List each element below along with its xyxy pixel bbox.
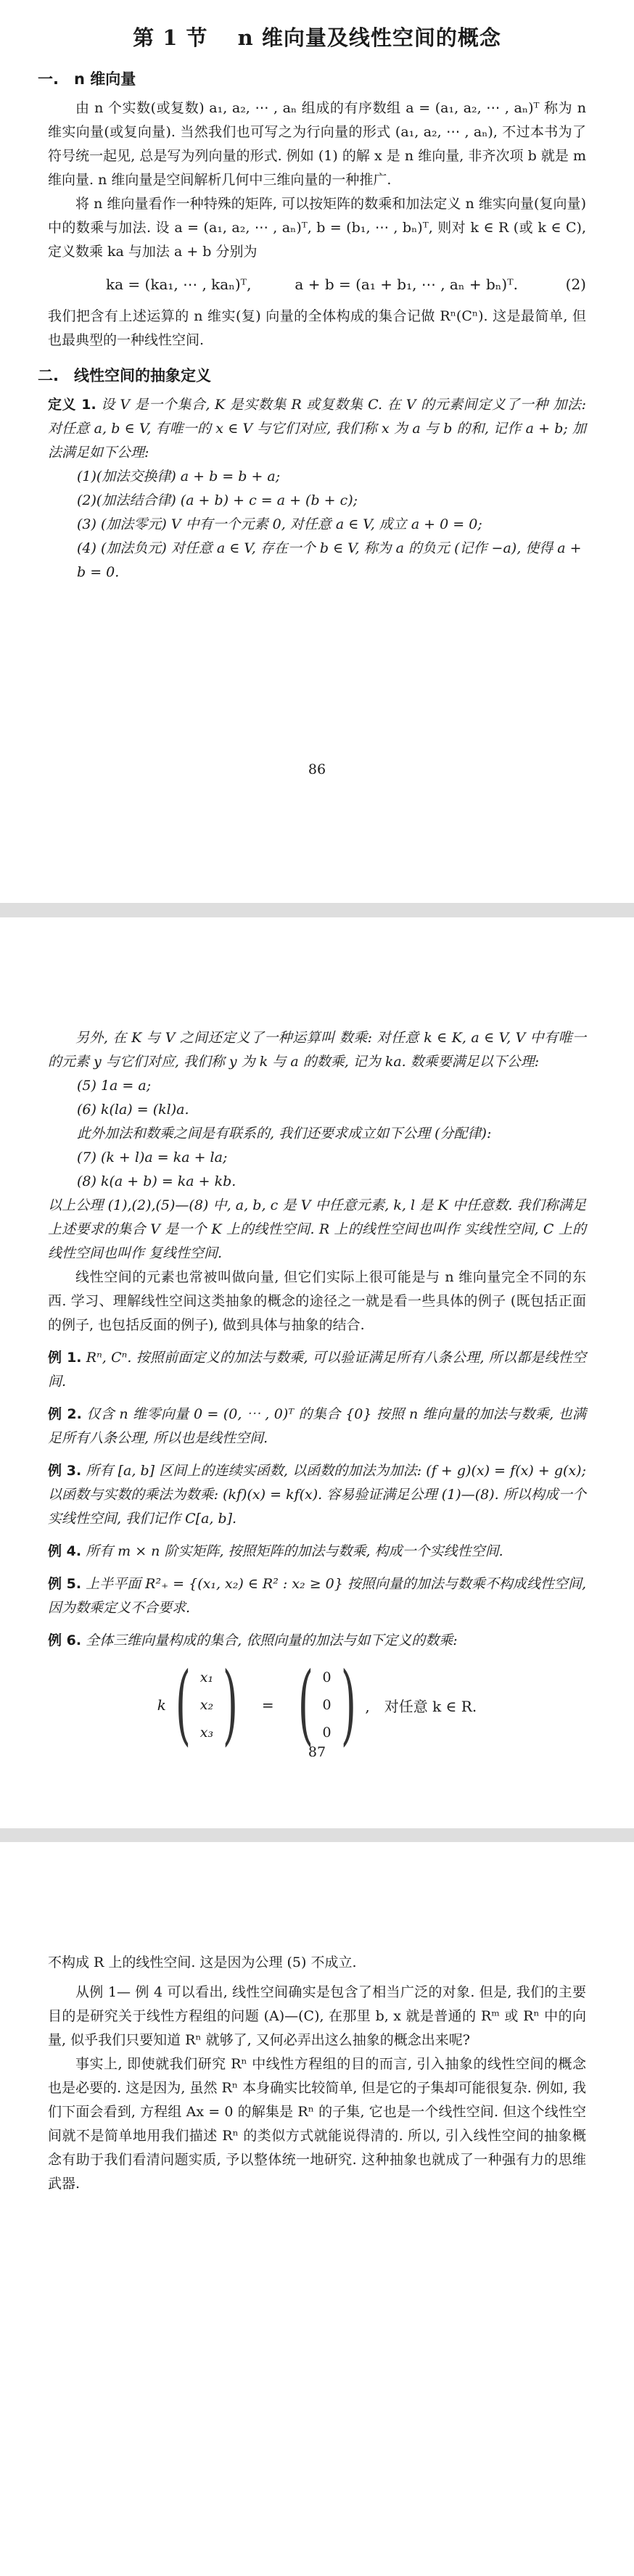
definition-text: 设 V 是一个集合, K 是实数集 R 或复数集 C. 在 V 的元素间定义了一种 加法: 对任意 a, b ∈ V, 有唯一的 x ∈ V 与它们对应, 我们称 x 为 a 与 b 的和, 记作 a + b; 加法满足如下公理: — [48, 397, 586, 461]
example-4 — [48, 1540, 586, 1564]
scalar-k: k — [157, 1696, 166, 1714]
axiom-7: (7) (k + l)a = ka + la; — [77, 1149, 228, 1165]
page-88 — [0, 1842, 634, 2576]
equals-sign: = — [261, 1696, 274, 1714]
heading-abstract-definition: 二. 线性空间的抽象定义 — [38, 367, 211, 384]
example-text: 所有 [a, b] 区间上的连续实函数, 以函数的加法为加法: (f + g)(x) = f(x) + g(x); 以函数与实数的乘法为数乘: (kf)(x) = kf(x). 容易验证满足公理 (1)—(8). 所以构成一个实线性空间, 我们记作 C[a, b]. — [48, 1463, 586, 1527]
example-label: 例 6. — [48, 1632, 82, 1648]
section-title: 第 1 节 n 维向量及线性空间的概念 — [133, 25, 501, 50]
axiom-5: (5) 1a = a; — [77, 1078, 152, 1094]
paragraph: 事实上, 即使就我们研究 Rⁿ 中线性方程组的目的而言, 引入抽象的线性空间的概念也是必要的. 这是因为, 虽然 Rⁿ 本身确实比较简单, 但是它的子集却可能很复杂. 例如, 我们下面会看到, 方程组 Ax = 0 的解集是 Rⁿ 的子集, 它也是一个线性空间. 但这个线性空间就不是简单地用我们描述 Rⁿ 的类似方式就能说得清的. 所以, 引入线性空间的抽象概念有助于我们看清问题实质, 予以整体统一地研究. 这种抽象也就成了一种强有力的思维武器. — [48, 2056, 586, 2192]
example-5 — [48, 1572, 586, 1620]
page-86 — [0, 0, 634, 903]
example-text: 上半平面 R²₊ = {(x₁, x₂) ∈ R² : x₂ ≥ 0} 按照向量的加法与数乘不构成线性空间, 因为数乘定义不合要求. — [48, 1576, 586, 1616]
vector-entry: 0 — [322, 1725, 332, 1741]
distributive-intro: 此外加法和数乘之间是有联系的, 我们还要求成立如下公理 (分配律): — [77, 1126, 492, 1142]
example-label: 例 5. — [48, 1576, 82, 1592]
right-paren: ) — [340, 1654, 356, 1755]
example-3 — [48, 1459, 586, 1531]
left-paren: ( — [297, 1654, 313, 1755]
example-label: 例 4. — [48, 1543, 82, 1559]
axiom-6: (6) k(la) = (kl)a. — [77, 1102, 189, 1118]
definition-1 — [48, 393, 586, 465]
example-label: 例 1. — [48, 1350, 82, 1366]
vector-entry: x₃ — [199, 1725, 214, 1741]
paragraph: 将 n 维向量看作一种特殊的矩阵, 可以按矩阵的数乘和加法定义 n 维实向量(复向量) 中的数乘与加法. 设 a = (a₁, a₂, ⋯ , aₙ)ᵀ, b = (b₁, ⋯ , bₙ)ᵀ, 则对 k ∈ R (或 k ∈ C), 定义数乘 ka 与加法 a + b 分别为 — [48, 196, 586, 260]
axiom-1: (1)(加法交换律) a + b = b + a; — [77, 468, 281, 484]
zero-vector — [323, 1664, 332, 1746]
page-number: 87 — [308, 1744, 326, 1760]
vector-entry: x₂ — [199, 1697, 214, 1713]
vector-entry: 0 — [322, 1697, 332, 1713]
vector-entry: 0 — [322, 1669, 332, 1685]
example-label: 例 3. — [48, 1463, 82, 1479]
example-label: 例 2. — [48, 1406, 82, 1422]
definition-label: 定义 1. — [48, 397, 96, 413]
page-87 — [0, 917, 634, 1828]
left-paren: ( — [175, 1654, 191, 1755]
linear-space-definition: 以上公理 (1),(2),(5)—(8) 中, a, b, c 是 V 中任意元素, k, l 是 K 中任意数. 我们称满足上述要求的集合 V 是一个 K 上的线性空间. R 上的线性空间也叫作 实线性空间, C 上的线性空间也叫作 复线性空间. — [48, 1197, 586, 1261]
example-2 — [48, 1403, 586, 1450]
axiom-4: (4) (加法负元) 对任意 a ∈ V, 存在一个 b ∈ V, 称为 a 的负元 (记作 −a), 使得 a + b = 0. — [77, 540, 582, 580]
example-1 — [48, 1346, 586, 1394]
right-paren: ) — [222, 1654, 239, 1755]
paragraph: 从例 1— 例 4 可以看出, 线性空间确实是包含了相当广泛的对象. 但是, 我们的主要目的是研究关于线性方程组的问题 (A)—(C), 在那里 b, x 就是普通的 Rᵐ 或 Rⁿ 中的向量, 似乎我们只要知道 Rⁿ 就够了, 又何必弄出这么抽象的概念出来呢? — [48, 1984, 586, 2048]
example-text: 仅含 n 维零向量 0 = (0, ⋯ , 0)ᵀ 的集合 {0} 按照 n 维向量的加法与数乘, 也满足所有八条公理, 所以也是线性空间. — [48, 1406, 586, 1446]
equation-body: ka = (ka₁, ⋯ , kaₙ)ᵀ, a + b = (a₁ + b₁, ⋯ , aₙ + bₙ)ᵀ. — [106, 276, 518, 293]
vector-x — [200, 1664, 213, 1746]
example-text: 全体三维向量构成的集合, 依照向量的加法与如下定义的数乘: — [86, 1632, 458, 1648]
example-text: Rⁿ, Cⁿ. 按照前面定义的加法与数乘, 可以验证满足所有八条公理, 所以都是线性空间. — [48, 1350, 586, 1390]
scalar-multiplication-definition: 另外, 在 K 与 V 之间还定义了一种运算叫 数乘: 对任意 k ∈ K, a ∈ V, V 中有唯一的元素 y 与它们对应, 我们称 y 为 k 与 a 的数乘, 记为 ka. 数乘要满足以下公理: — [48, 1030, 586, 1070]
page-number: 86 — [308, 761, 326, 777]
equation-2 — [48, 268, 586, 300]
equation-number: (2) — [565, 276, 586, 293]
vector-entry: x₁ — [199, 1669, 214, 1685]
axiom-8: (8) k(a + b) = ka + kb. — [77, 1173, 236, 1189]
axiom-3: (3) (加法零元) V 中有一个元素 0, 对任意 a ∈ V, 成立 a + 0 = 0; — [77, 516, 482, 532]
heading-n-vectors: 一. n 维向量 — [38, 70, 136, 88]
paragraph: 我们把含有上述运算的 n 维实(复) 向量的全体构成的集合记做 Rⁿ(Cⁿ). 这是最简单, 但也最典型的一种线性空间. — [48, 308, 586, 348]
paragraph: 不构成 R 上的线性空间. 这是因为公理 (5) 不成立. — [48, 1954, 357, 1970]
paragraph: 线性空间的元素也常被叫做向量, 但它们实际上很可能是与 n 维向量完全不同的东西. 学习、理解线性空间这类抽象的概念的途径之一就是看一些具体的例子 (既包括正面的例子, 也包括反面的例子), 做到具体与抽象的结合. — [48, 1269, 586, 1333]
formula-tail: , 对任意 k ∈ R. — [365, 1697, 477, 1715]
example-text: 所有 m × n 阶实矩阵, 按照矩阵的加法与数乘, 构成一个实线性空间. — [86, 1543, 503, 1559]
example-6 — [48, 1629, 586, 1653]
paragraph: 由 n 个实数(或复数) a₁, a₂, ⋯ , aₙ 组成的有序数组 a = (a₁, a₂, ⋯ , aₙ)ᵀ 称为 n 维实向量(或复向量). 当然我们也可写之为行向量的形式 (a₁, a₂, ⋯ , aₙ), 不过本书为了符号统一起见, 总是写为列向量的形式. 例如 (1) 的解 x 是 n 维向量, 非齐次项 b 就是 m 维向量. n 维向量是空间解析几何中三维向量的一种推广. — [48, 100, 586, 188]
axiom-2: (2)(加法结合律) (a + b) + c = a + (b + c); — [77, 492, 358, 508]
